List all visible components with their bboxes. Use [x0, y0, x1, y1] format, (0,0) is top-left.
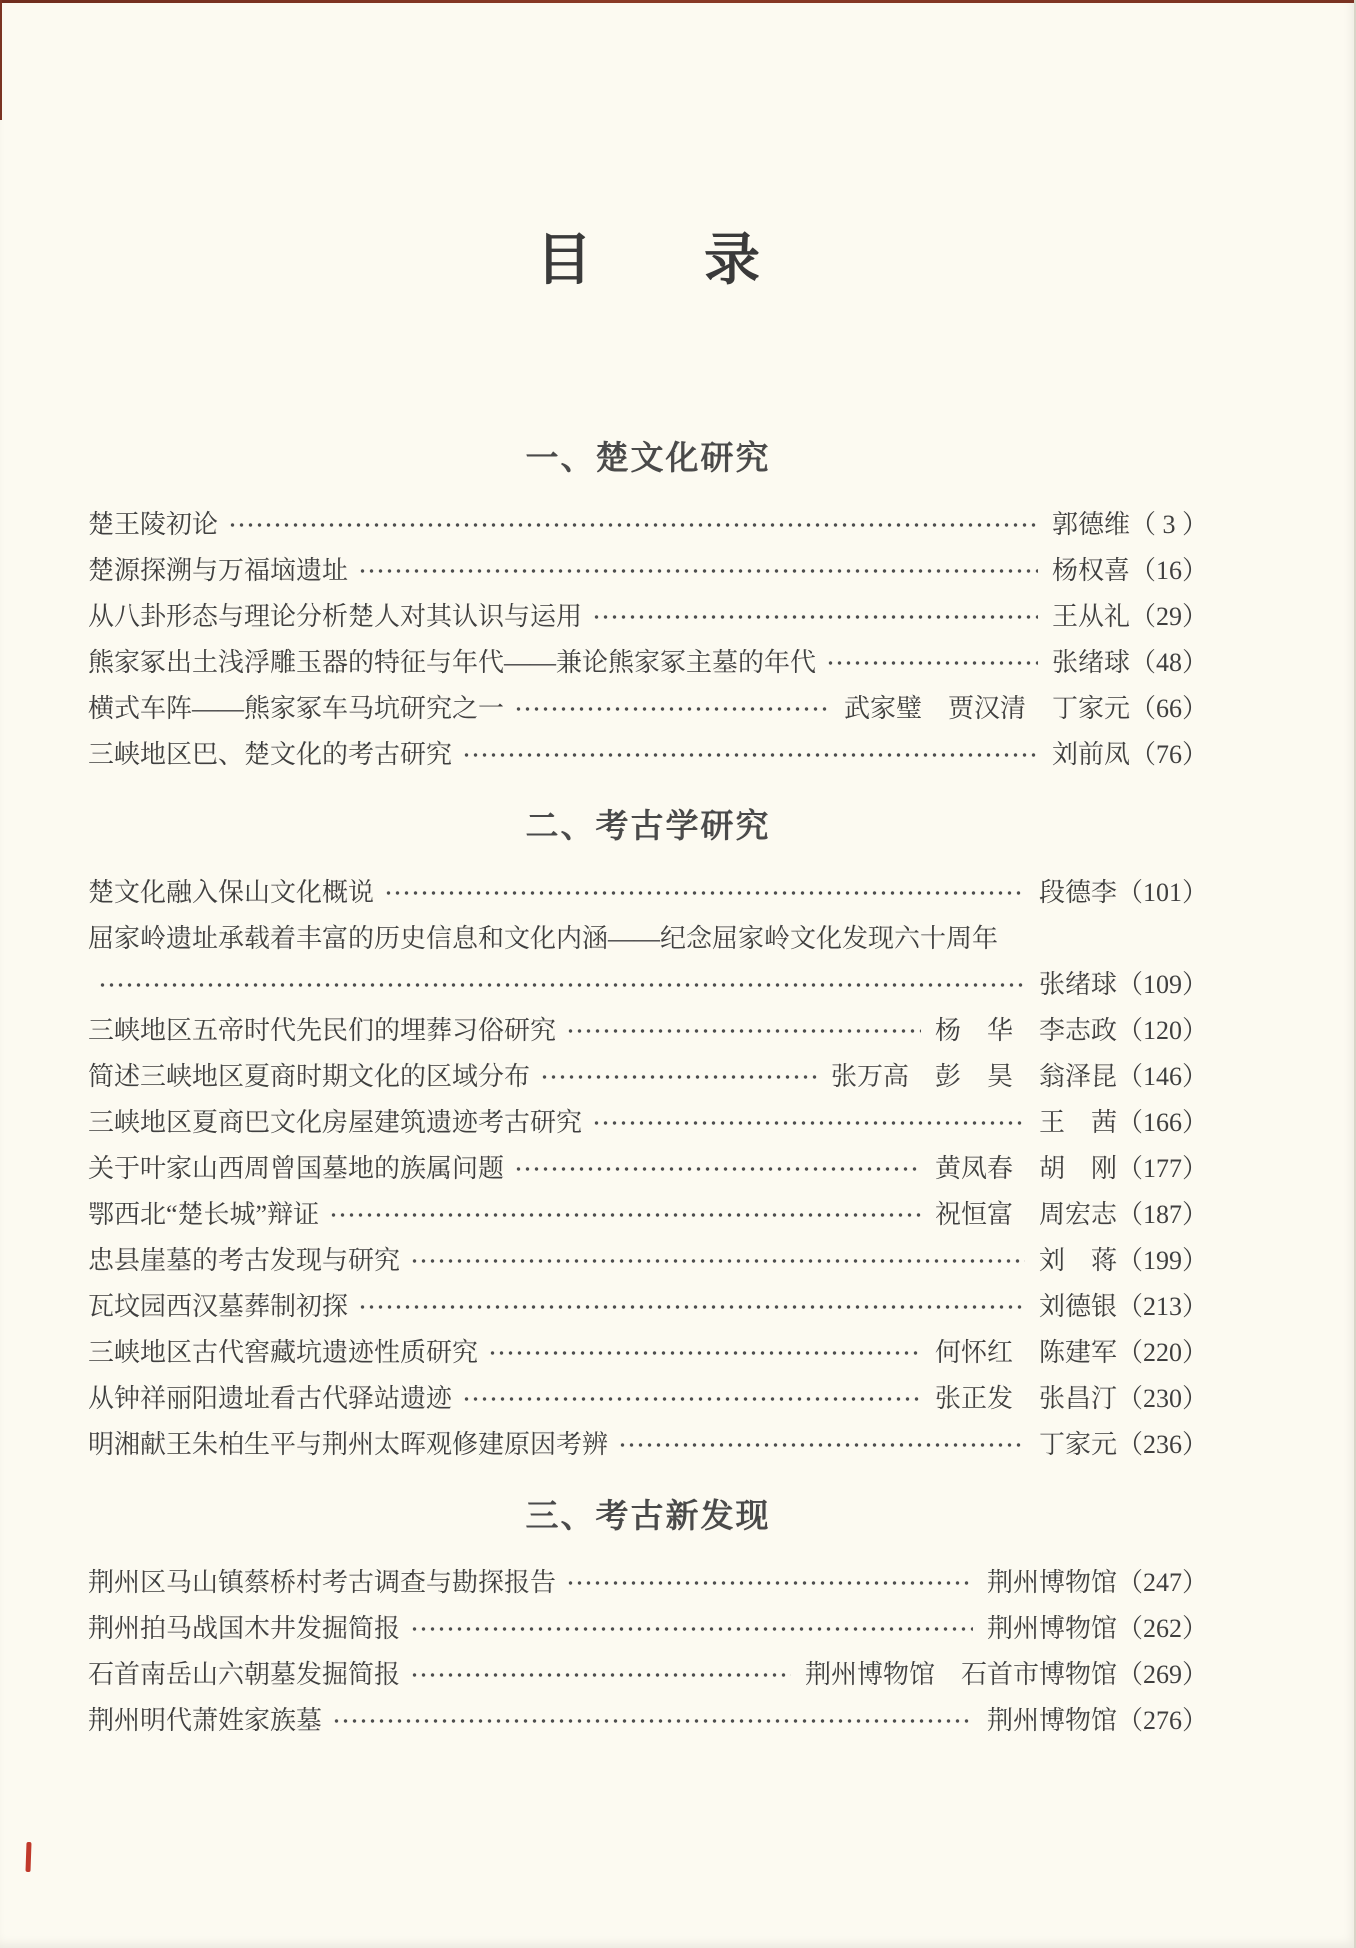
entry-authors: 张万高 彭 昊 翁泽昆: [830, 1062, 1117, 1091]
toc-section: [88, 438, 1208, 778]
entry-title: 三峡地区古代窖藏坑遗迹性质研究: [88, 1338, 479, 1367]
entry-page-number: （146）: [1116, 1062, 1208, 1091]
dot-leader: [590, 1100, 1025, 1146]
dot-leader: [460, 732, 1038, 778]
entry-authors: 黄凤春 胡 刚: [934, 1154, 1117, 1183]
entry-authors: 荆州博物馆 石首市博物馆: [804, 1660, 1117, 1689]
entry-title: 三峡地区五帝时代先民们的埋葬习俗研究: [88, 1016, 557, 1045]
dot-leader: [564, 1008, 921, 1054]
dot-leader: [408, 1606, 973, 1652]
toc-entry: [88, 1054, 1208, 1100]
toc-entry: [88, 1606, 1208, 1652]
entry-title: 三峡地区巴、楚文化的考古研究: [88, 740, 453, 769]
entry-title: 熊家冢出土浅浮雕玉器的特征与年代——兼论熊家冢主墓的年代: [88, 648, 817, 677]
toc-entry: [88, 640, 1208, 686]
entry-authors: 杨权喜: [1051, 556, 1130, 585]
entry-title: 楚王陵初论: [88, 510, 219, 539]
scan-artifact-top: [0, 0, 1356, 3]
entry-title: 石首南岳山六朝墓发掘简报: [88, 1660, 401, 1689]
entry-page-number: （276）: [1116, 1706, 1208, 1735]
entry-authors: 祝恒富 周宏志: [934, 1200, 1117, 1229]
entry-page-number: （187）: [1116, 1200, 1208, 1229]
entry-title: 明湘献王朱柏生平与荆州太晖观修建原因考辨: [88, 1430, 609, 1459]
entry-authors: 杨 华 李志政: [934, 1016, 1117, 1045]
dot-leader: [824, 640, 1038, 686]
dot-leader: [564, 1560, 973, 1606]
entry-page-number: （101）: [1116, 878, 1208, 907]
entry-title: 鄂西北“楚长城”辩证: [88, 1200, 320, 1229]
entry-page-number: （262）: [1116, 1614, 1208, 1643]
toc-entry: [88, 1330, 1208, 1376]
toc-entry: [88, 916, 1208, 962]
section-heading: 二、考古学研究: [525, 807, 771, 844]
entry-authors: 张绪球: [1051, 648, 1130, 677]
toc-entry: [88, 1698, 1208, 1744]
toc-entry: [88, 870, 1208, 916]
toc-entry: [88, 1422, 1208, 1468]
entry-title: 简述三峡地区夏商时期文化的区域分布: [88, 1062, 531, 1091]
entry-page-number: （120）: [1116, 1016, 1208, 1045]
dot-leader: [408, 1238, 1025, 1284]
entry-page-number: （109）: [1116, 970, 1208, 999]
entry-page-number: （48）: [1129, 648, 1208, 677]
entry-page-number: （220）: [1116, 1338, 1208, 1367]
dot-leader: [616, 1422, 1025, 1468]
entry-title: 屈家岭遗址承载着丰富的历史信息和文化内涵——纪念屈家岭文化发现六十周年: [88, 924, 999, 953]
entry-title: 从钟祥丽阳遗址看古代驿站遗迹: [88, 1384, 453, 1413]
dot-leader: [408, 1652, 791, 1698]
entry-authors: 荆州博物馆: [986, 1706, 1117, 1735]
toc-section: [88, 806, 1208, 1468]
section-heading: 三、考古新发现: [525, 1497, 771, 1534]
entry-authors: 何怀红 陈建军: [934, 1338, 1117, 1367]
entry-page-number: （247）: [1116, 1568, 1208, 1597]
dot-leader: [538, 1054, 817, 1100]
entry-title: 三峡地区夏商巴文化房屋建筑遗迹考古研究: [88, 1108, 583, 1137]
entry-authors: 张正发 张昌汀: [934, 1384, 1117, 1413]
entry-authors: 王 茜: [1038, 1108, 1117, 1137]
toc-entry: [88, 1560, 1208, 1606]
entry-page-number: （177）: [1116, 1154, 1208, 1183]
entry-authors: 刘德银: [1038, 1292, 1117, 1321]
entry-title: 横式车阵——熊家冢车马坑研究之一: [88, 694, 505, 723]
dot-leader: [356, 548, 1038, 594]
toc-entry: [88, 1146, 1208, 1192]
section-rows: [88, 1560, 1208, 1744]
entry-title: 瓦坟园西汉墓葬制初探: [88, 1292, 349, 1321]
entry-title: 忠县崖墓的考古发现与研究: [88, 1246, 401, 1275]
entry-page-number: （199）: [1116, 1246, 1208, 1275]
scan-artifact-left: [0, 0, 2, 120]
toc-entry: [88, 502, 1208, 548]
entry-authors: 丁家元: [1038, 1430, 1117, 1459]
toc-section: [88, 1496, 1208, 1744]
toc-entry: [88, 548, 1208, 594]
toc-body: [88, 438, 1208, 1744]
toc-entry: [88, 686, 1208, 732]
toc-entry: [88, 1652, 1208, 1698]
dot-leader: [512, 1146, 921, 1192]
section-rows: [88, 870, 1208, 1468]
section-rows: [88, 502, 1208, 778]
entry-authors: 郭德维: [1051, 510, 1130, 539]
dot-leader: [96, 962, 1025, 1008]
dot-leader: [382, 870, 1025, 916]
entry-title: 楚文化融入保山文化概说: [88, 878, 375, 907]
entry-page-number: （29）: [1129, 602, 1208, 631]
entry-authors: 刘 蒋: [1038, 1246, 1117, 1275]
dot-leader: [512, 686, 830, 732]
entry-page-number: （16）: [1129, 556, 1208, 585]
dot-leader: [356, 1284, 1025, 1330]
entry-page-number: （76）: [1129, 740, 1208, 769]
entry-authors: 张绪球: [1038, 970, 1117, 999]
entry-title: 关于叶家山西周曾国墓地的族属问题: [88, 1154, 505, 1183]
entry-title: 楚源探溯与万福垴遗址: [88, 556, 349, 585]
section-heading: 一、楚文化研究: [525, 439, 771, 476]
toc-entry: [88, 732, 1208, 778]
toc-entry: [88, 1100, 1208, 1146]
toc-entry: [88, 1284, 1208, 1330]
entry-page-number: （269）: [1116, 1660, 1208, 1689]
page-title: 目 录: [536, 230, 760, 292]
toc-entry: [88, 1238, 1208, 1284]
dot-leader: [226, 502, 1038, 548]
entry-title: 从八卦形态与理论分析楚人对其认识与运用: [88, 602, 583, 631]
dot-leader: [460, 1376, 921, 1422]
entry-page-number: （ 3 ）: [1129, 510, 1208, 539]
entry-authors: 荆州博物馆: [986, 1568, 1117, 1597]
entry-page-number: （66）: [1129, 694, 1208, 723]
dot-leader: [327, 1192, 921, 1238]
entry-authors: 荆州博物馆: [986, 1614, 1117, 1643]
entry-title: 荆州拍马战国木井发掘简报: [88, 1614, 401, 1643]
toc-entry: [88, 1192, 1208, 1238]
entry-page-number: （166）: [1116, 1108, 1208, 1137]
entry-page-number: （230）: [1116, 1384, 1208, 1413]
entry-authors: 刘前凤: [1051, 740, 1130, 769]
dot-leader: [330, 1698, 973, 1744]
toc-entry: [88, 1376, 1208, 1422]
toc-entry: [88, 1008, 1208, 1054]
toc-entry: [88, 594, 1208, 640]
entry-authors: 段德李: [1038, 878, 1117, 907]
entry-authors: 武家璧 贾汉清 丁家元: [843, 694, 1130, 723]
entry-title: 荆州明代萧姓家族墓: [88, 1706, 323, 1735]
entry-page-number: （236）: [1116, 1430, 1208, 1459]
entry-title: 荆州区马山镇蔡桥村考古调查与勘探报告: [88, 1568, 557, 1597]
toc-entry: [88, 962, 1208, 1008]
dot-leader: [590, 594, 1038, 640]
entry-authors: 王从礼: [1051, 602, 1130, 631]
entry-page-number: （213）: [1116, 1292, 1208, 1321]
scan-artifact-mark: [25, 1842, 31, 1872]
dot-leader: [486, 1330, 921, 1376]
